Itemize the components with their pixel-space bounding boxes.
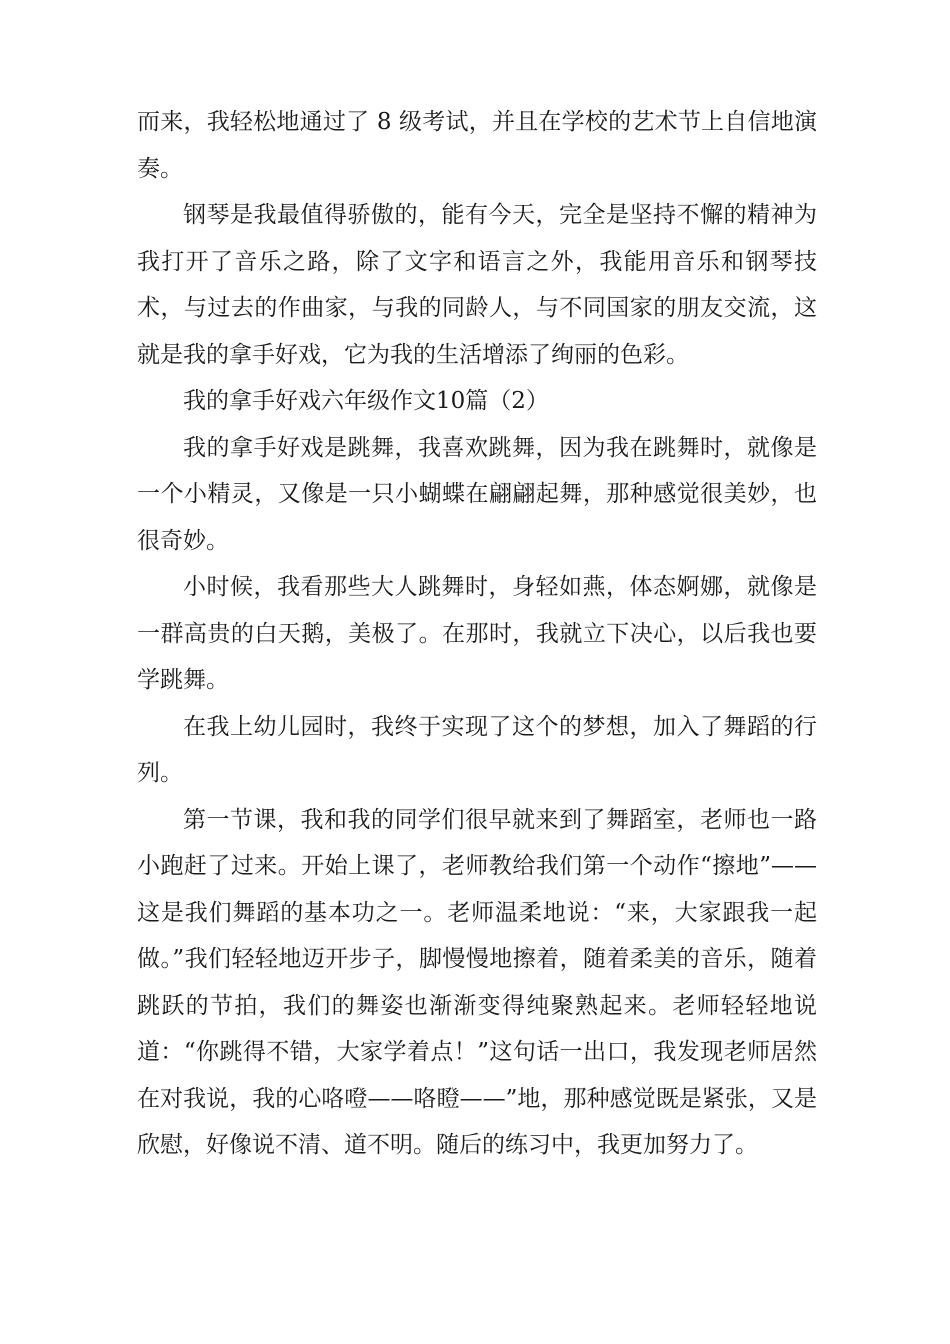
paragraph-2: 钢琴是我最值得骄傲的，能有今天，完全是坚持不懈的精神为我打开了音乐之路，除了文字和语言之外，我能用音乐和钢琴技术，与过去的作曲家，与我的同龄人，与不同国家的朋友交流，这就是我的拿手好戏，它为我的生活增添了绚丽的色彩。 (137, 202, 817, 368)
paragraph-1: 而来，我轻松地通过了 8 级考试，并且在学校的艺术节上自信地演奏。 (137, 109, 817, 182)
paragraph-4: 小时候，我看那些大人跳舞时，身轻如燕，体态婀娜，就像是一群高贵的白天鹅，美极了。在那时，我就立下决心，以后我也要学跳舞。 (137, 574, 817, 693)
paragraph-5: 在我上幼儿园时，我终于实现了这个的梦想，加入了舞蹈的行列。 (137, 713, 817, 786)
paragraph-3: 我的拿手好戏是跳舞，我喜欢跳舞，因为我在跳舞时，就像是一个小精灵，又像是一只小蝴蝶在翩翩起舞，那种感觉很美妙，也很奇妙。 (137, 434, 817, 554)
section-heading: 我的拿手好戏六年级作文10篇（2） (183, 388, 549, 414)
paragraph-6: 第一节课，我和我的同学们很早就来到了舞蹈室，老师也一路小跑赶了过来。开始上课了，老师教给我们第一个动作“擦地”——这是我们舞蹈的基本功之一。老师温柔地说：“来，大家跟我一起做。”我们轻轻地迈开步子，脚慢慢地擦着，随着柔美的音乐，随着跳跃的节拍，我们的舞姿也渐渐变得纯聚熟起来。老师轻轻地说道：“你跳得不错，大家学着点！”这句话一出口，我发现老师居然在对我说，我的心咯噔——咯瞪——”地，那种感觉既是紧张，又是欣慰，好像说不清、道不明。随后的练习中，我更加努力了。 (137, 806, 817, 1158)
document-body (137, 99, 817, 1169)
